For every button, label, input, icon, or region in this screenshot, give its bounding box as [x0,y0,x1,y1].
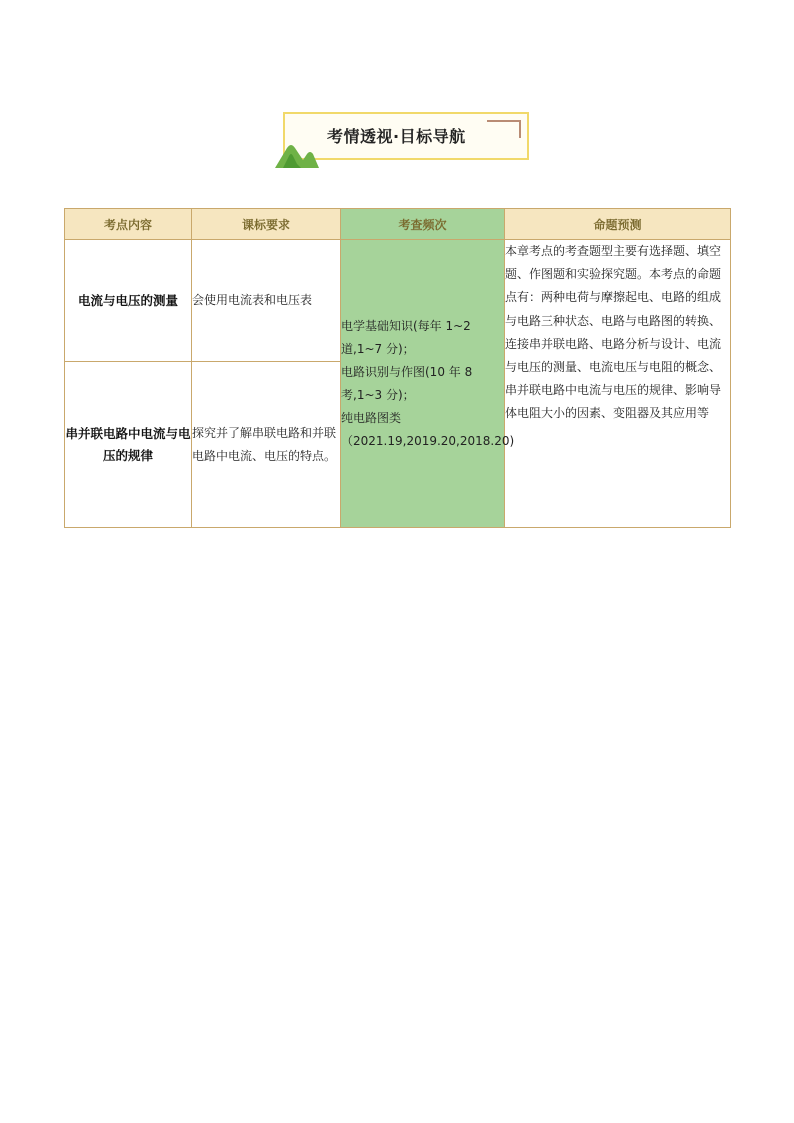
frequency-line: 电路识别与作图(10 年 8 考,1~3 分)； [341,364,473,402]
topic-cell: 串并联电路中电流与电压的规律 [65,362,192,528]
frequency-cell [341,240,515,528]
banner-accent-bar-vertical [519,120,521,138]
exam-analysis-table [64,208,731,528]
prediction-cell: 本章考点的考查题型主要有选择题、填空题、作图题和实验探究题。本考点的命题点有：两种电荷与摩擦起电、电路的组成与电路三种状态、电路与电路图的转换、连接串并联电路、电路分析与设计、电流与电压的测量、电流电压与电阻的概念、串并联电路中电流与电压的规律、影响导体电阻大小的因素、变阻器及其应用等 [505,240,731,528]
header-requirement: 课标要求 [192,209,341,240]
banner-title: 考情透视·目标导航 [327,127,466,146]
header-frequency: 考查频次 [341,209,505,240]
requirement-cell: 探究并了解串联电路和并联电路中电流、电压的特点。 [192,362,341,528]
section-banner [275,110,533,168]
header-topic: 考点内容 [65,209,192,240]
mountain-icon [275,140,319,168]
frequency-line: 电学基础知识(每年 1~2 道,1~7 分)； [341,318,471,356]
table-header-row [65,209,731,240]
banner-accent-bar [487,120,521,122]
header-prediction: 命题预测 [505,209,731,240]
requirement-cell: 会使用电流表和电压表 [192,240,341,362]
table-row [65,240,731,362]
frequency-line: 纯电路图类 [341,410,402,425]
topic-cell: 电流与电压的测量 [65,240,192,362]
frequency-line: （2021.19,2019.20,2018.20) [341,433,515,448]
